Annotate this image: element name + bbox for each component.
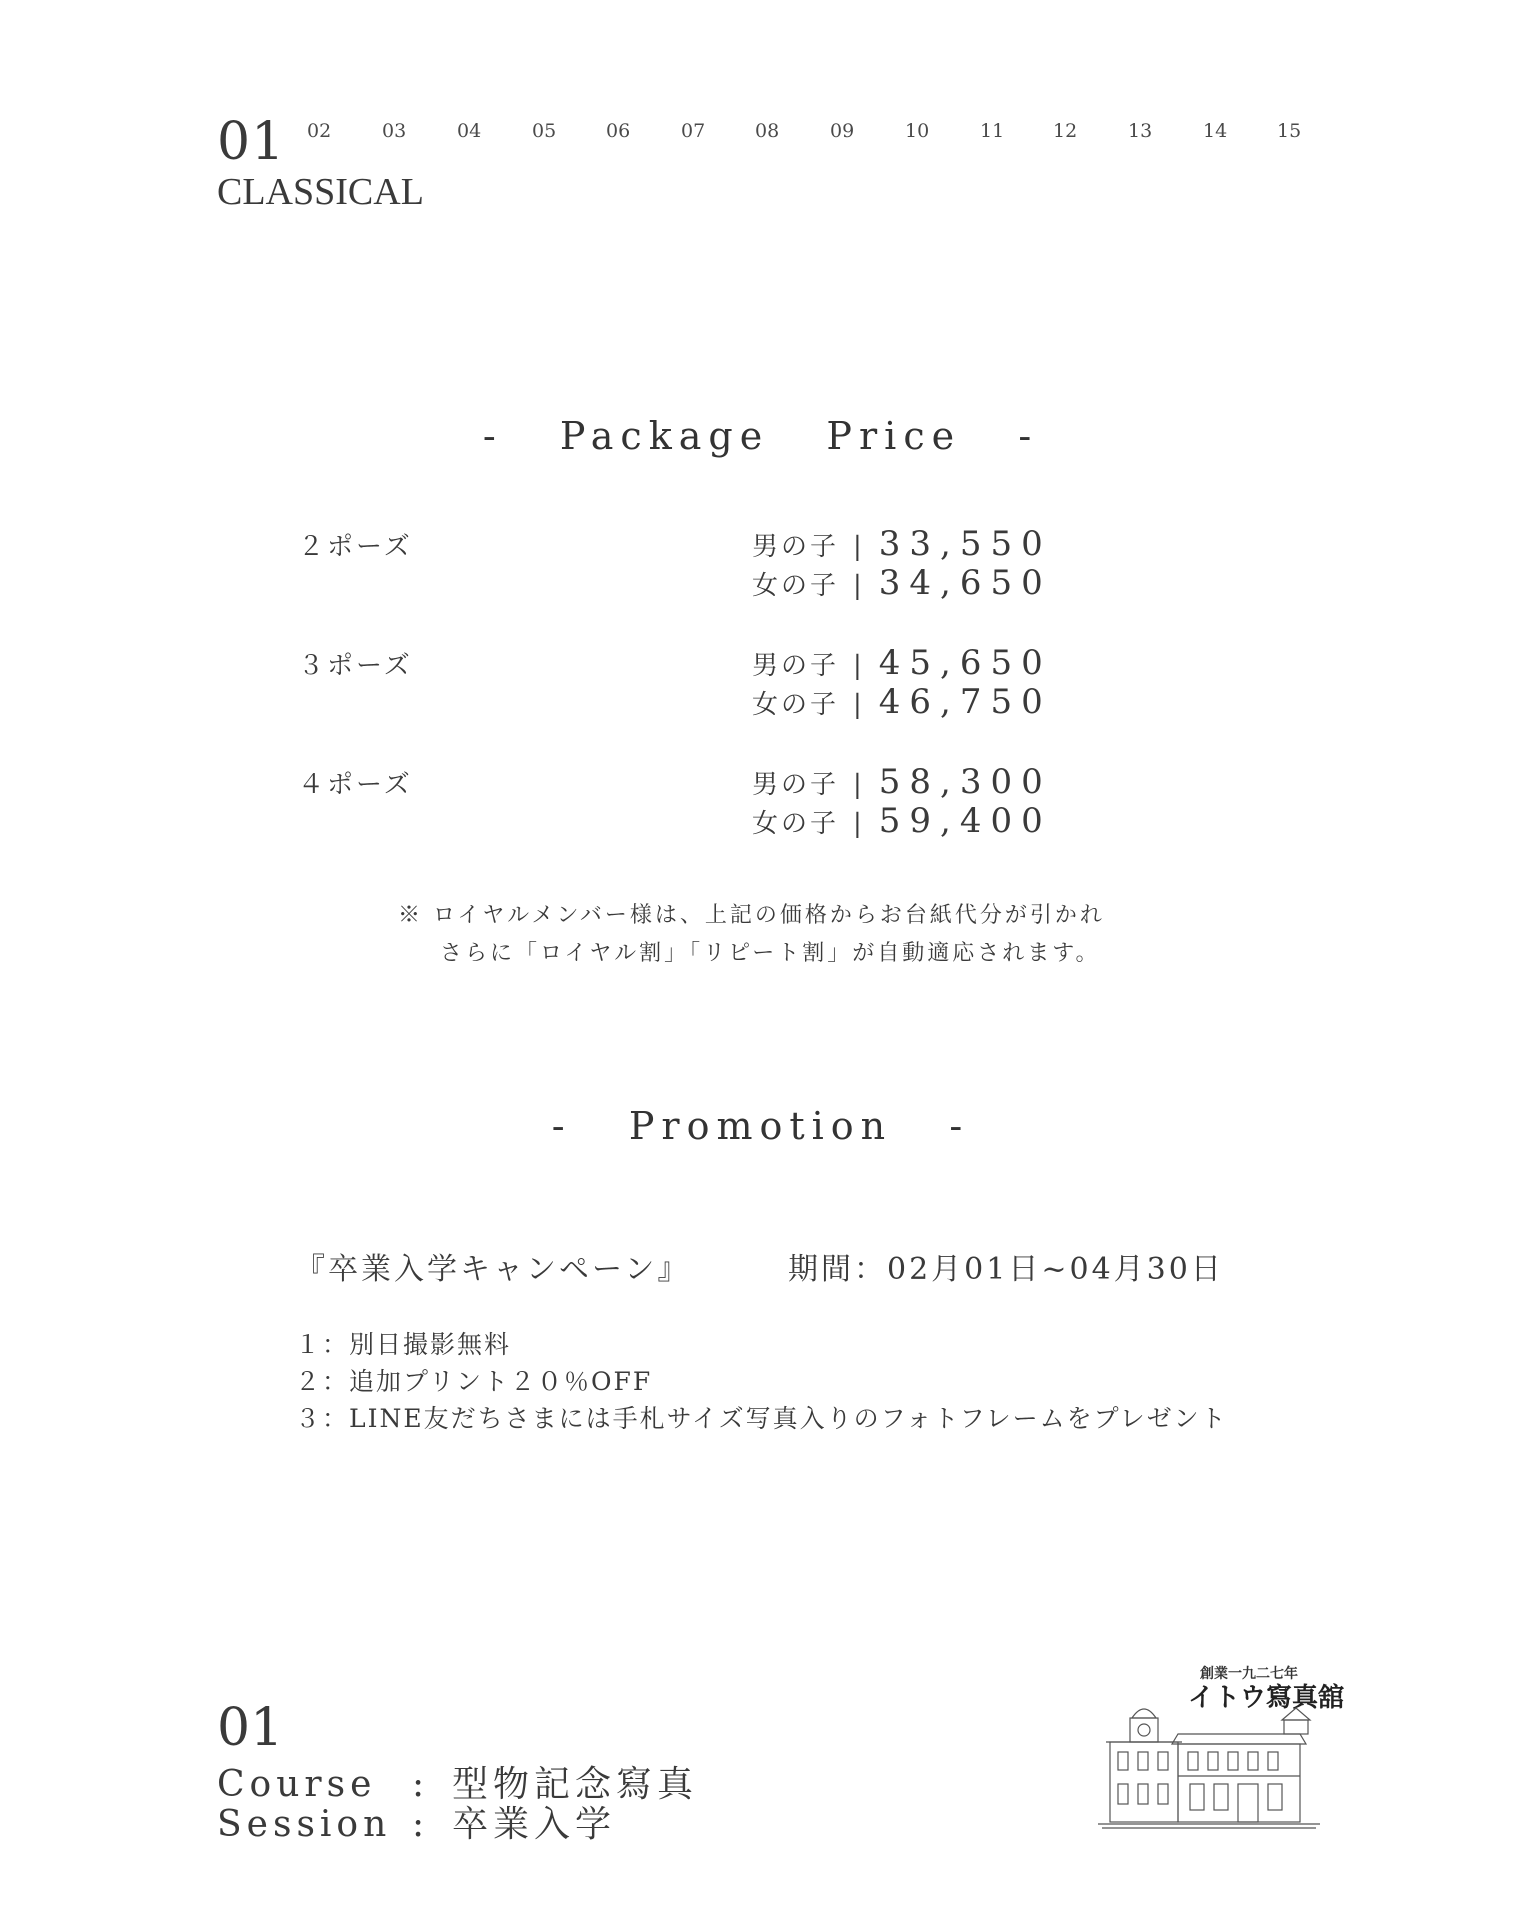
nav-item-02[interactable]: 02 — [307, 120, 332, 142]
colon: : — [412, 1804, 430, 1845]
boy-label: 男の子 — [752, 770, 840, 800]
girl-label: 女の子 — [752, 690, 840, 720]
course-value: 型物記念寫真 — [452, 1764, 699, 1805]
nav-item-04[interactable]: 04 — [457, 120, 482, 142]
pose-4-label: ４ポーズ — [298, 770, 413, 800]
nav-item-03[interactable]: 03 — [382, 120, 407, 142]
price-amount: 33,550 — [878, 524, 1052, 564]
price-row-4-boy — [752, 762, 1052, 802]
nav-item-15[interactable]: 15 — [1277, 120, 1302, 142]
pose-3-label: ３ポーズ — [298, 651, 413, 681]
price-row-4-girl — [752, 801, 1052, 841]
boy-label: 男の子 — [752, 651, 840, 681]
nav-item-08[interactable]: 08 — [755, 120, 780, 142]
girl-label: 女の子 — [752, 809, 840, 839]
nav-item-09[interactable]: 09 — [830, 120, 855, 142]
member-note-line2: さらに「ロイヤル割」「リピート割」が自動適応されます。 — [440, 941, 1101, 966]
nav-item-12[interactable]: 12 — [1053, 120, 1078, 142]
nav-item-13[interactable]: 13 — [1128, 120, 1153, 142]
logo-founded-text: 創業一九二七年 — [1200, 1666, 1298, 1682]
campaign-name: 『卒業入学キャンペーン』 — [295, 1252, 691, 1287]
separator: | — [853, 690, 865, 720]
page-nav — [307, 120, 1307, 150]
nav-item-14[interactable]: 14 — [1203, 120, 1228, 142]
course-number: 01 — [217, 1698, 284, 1758]
promo-item-1: １：別日撮影無料 — [295, 1330, 512, 1359]
studio-logo — [1092, 1658, 1345, 1838]
separator: | — [853, 770, 865, 800]
colon: : — [412, 1764, 430, 1805]
course-label: Course — [217, 1764, 377, 1805]
session-value: 卒業入学 — [452, 1804, 617, 1845]
price-row-2-boy — [752, 524, 1052, 564]
price-amount: 58,300 — [878, 762, 1052, 802]
separator: | — [853, 532, 865, 562]
promo-item-3: ３：LINE友だちさまには手札サイズ写真入りのフォトフレームをプレゼント — [295, 1404, 1228, 1433]
session-row — [217, 1796, 616, 1847]
session-label: Session — [217, 1804, 392, 1845]
price-amount: 59,400 — [878, 801, 1052, 841]
nav-item-10[interactable]: 10 — [905, 120, 930, 142]
separator: | — [853, 809, 865, 839]
current-page-title: CLASSICAL — [217, 171, 424, 213]
pose-2-label: ２ポーズ — [298, 532, 413, 562]
nav-item-06[interactable]: 06 — [606, 120, 631, 142]
boy-label: 男の子 — [752, 532, 840, 562]
member-note-line1: ※ ロイヤルメンバー様は、上記の価格からお台紙代分が引かれ — [398, 903, 1105, 928]
current-page-number: 01 — [217, 112, 286, 172]
girl-label: 女の子 — [752, 571, 840, 601]
nav-item-05[interactable]: 05 — [532, 120, 557, 142]
price-row-3-girl — [752, 682, 1052, 722]
studio-building-illustration — [1092, 1658, 1345, 1838]
nav-item-07[interactable]: 07 — [681, 120, 706, 142]
logo-studio-name: イトウ寫真舘 — [1188, 1683, 1345, 1713]
price-amount: 34,650 — [878, 563, 1052, 603]
price-row-2-girl — [752, 563, 1052, 603]
promotion-heading: - Promotion - — [551, 1104, 970, 1148]
separator: | — [853, 571, 865, 601]
campaign-period: 期間：02月01日~04月30日 — [788, 1252, 1224, 1287]
package-price-heading: - Package Price - — [482, 414, 1039, 458]
separator: | — [853, 651, 865, 681]
price-row-3-boy — [752, 643, 1052, 683]
nav-item-11[interactable]: 11 — [980, 120, 1005, 142]
promo-item-2: ２：追加プリント２０％OFF — [295, 1367, 653, 1396]
price-amount: 46,750 — [878, 682, 1052, 722]
price-amount: 45,650 — [878, 643, 1052, 683]
